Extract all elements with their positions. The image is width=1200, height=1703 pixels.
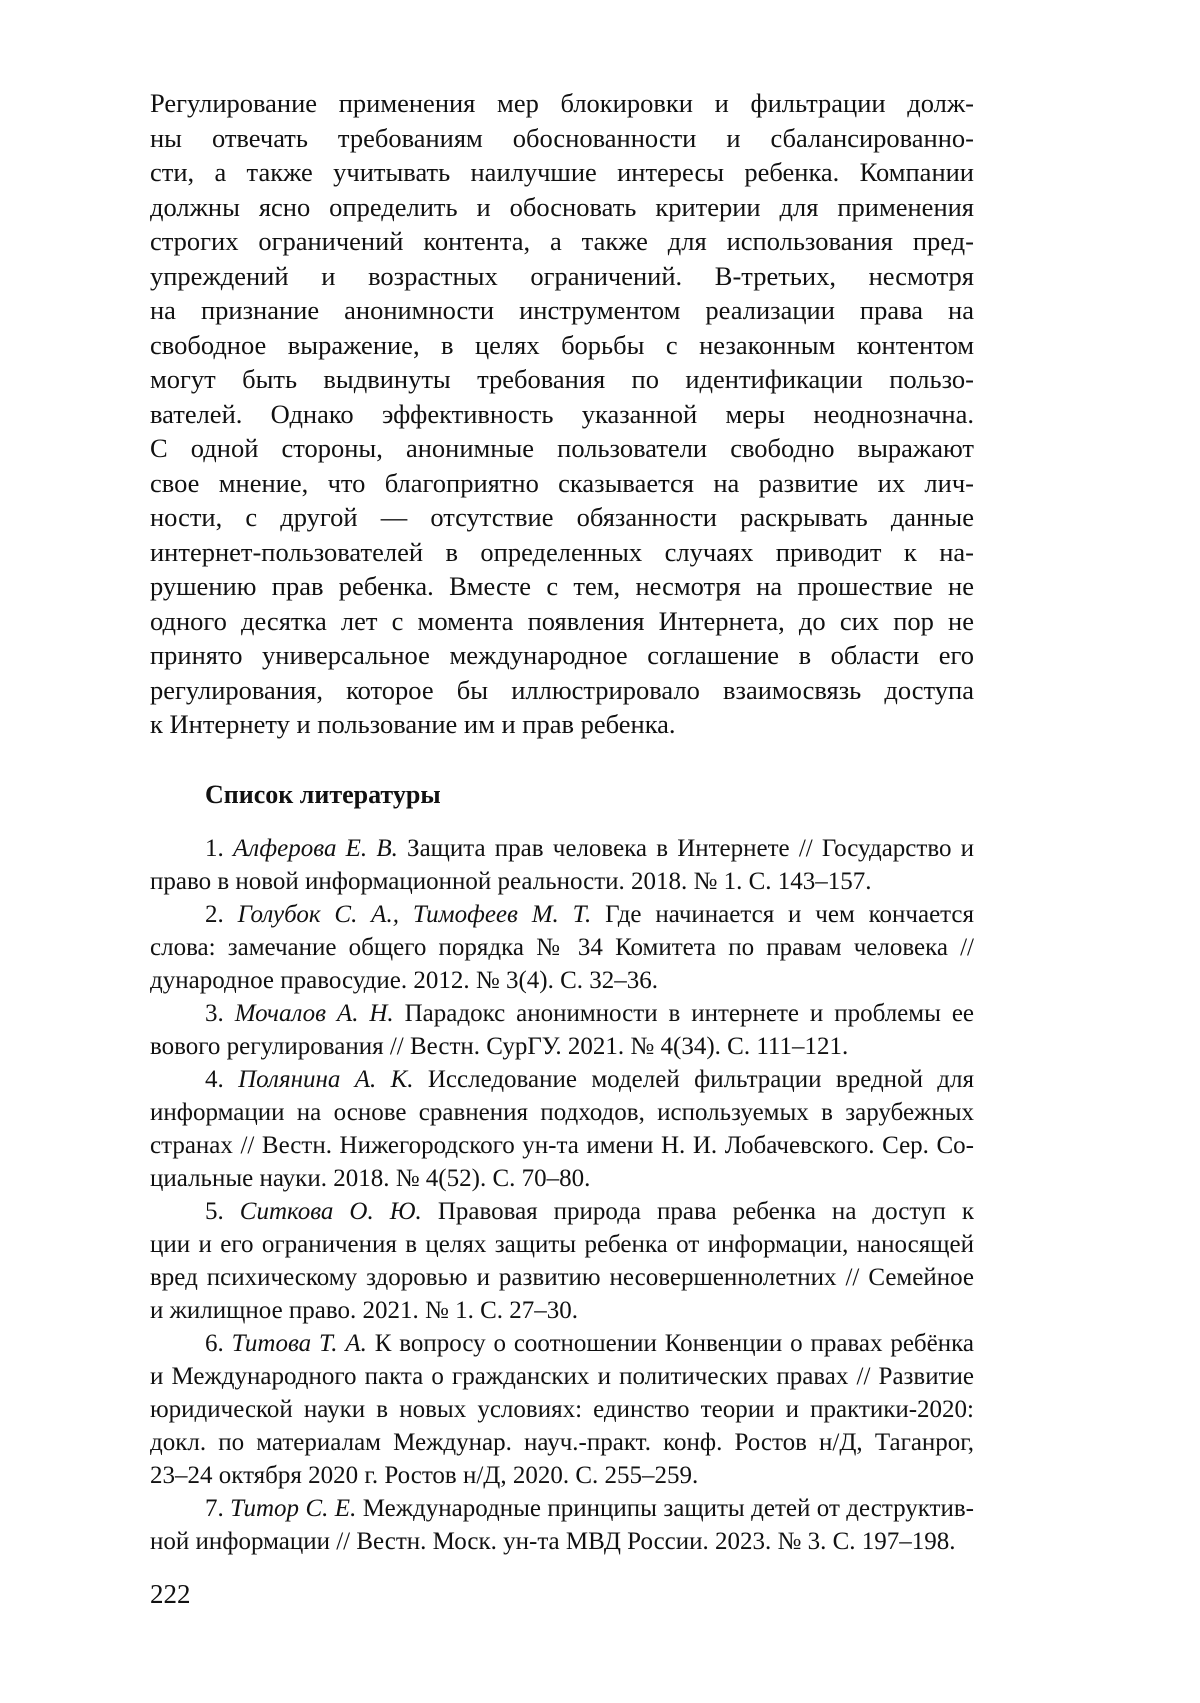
- reference-line: вового регулирования // Вестн. СурГУ. 2021. № 4(34). С. 111–121.: [150, 1032, 849, 1060]
- reference-line: юридической науки в новых условиях: единство теории и практики-2020:: [150, 1395, 974, 1423]
- reference-author: Алферова Е. В.: [232, 834, 408, 862]
- body-line: могут быть выдвинуты требования по идентификации пользо-: [150, 364, 974, 394]
- reference-first-line: [150, 1195, 974, 1228]
- reference-first-line: [150, 1492, 974, 1525]
- page-number: 222: [150, 1579, 191, 1609]
- reference-title-start: Международные принципы защиты детей от деструктив-: [362, 1494, 974, 1522]
- body-line: строгих ограничений контента, а также для использования пред-: [150, 226, 974, 256]
- body-line: интернет-пользователей в определенных случаях приводит к на-: [150, 536, 974, 567]
- reference-author: Ситкова О. Ю.: [239, 1197, 438, 1225]
- body-line: регулирования, которое бы иллюстрировало взаимосвязь доступа: [150, 674, 974, 705]
- body-line: на признание анонимности инструментом реализации права на: [150, 295, 974, 325]
- reference-title-start: Защита прав человека в Интернете // Государство и: [407, 834, 974, 862]
- body-line: должны ясно определить и обосновать критерии для применения: [150, 191, 974, 222]
- reference-author: Полянина А. К.: [238, 1065, 428, 1093]
- reference-number: 7.: [205, 1494, 231, 1522]
- reference-item: [150, 1195, 974, 1327]
- reference-title-start: Правовая природа права ребенка на доступ к: [437, 1197, 974, 1225]
- reference-number: 2.: [205, 900, 238, 928]
- reference-item: [150, 832, 974, 898]
- reference-item: [150, 898, 974, 997]
- body-line: Регулирование применения мер блокировки и фильтрации долж-: [150, 88, 974, 118]
- body-line: ны отвечать требованиям обоснованности и сбалансированно-: [150, 122, 974, 153]
- reference-author: Голубок С. А., Тимофеев М. Т.: [237, 900, 606, 928]
- reference-number: 4.: [205, 1065, 239, 1093]
- body-line: одного десятка лет с момента появления Интернета, до сих пор не: [150, 605, 974, 636]
- reference-line: странах // Вестн. Нижегородского ун-та имени Н. И. Лобачевского. Сер. Со-: [150, 1131, 974, 1159]
- body-line: ности, с другой — отсутствие обязанности раскрывать данные: [150, 502, 974, 532]
- body-line: вателей. Однако эффективность указанной меры неоднозначна.: [150, 398, 974, 429]
- reference-title-start: Исследование моделей фильтрации вредной для: [427, 1065, 974, 1093]
- body-line: свое мнение, что благоприятно сказывается на развитие их лич-: [150, 467, 974, 498]
- reference-line: вред психическому здоровью и развитию несовершеннолетних // Семейное: [150, 1263, 974, 1291]
- reference-line: право в новой информационной реальности. 2018. № 1. С. 143–157.: [150, 867, 872, 895]
- reference-line: ной информации // Вестн. Моск. ун-та МВД России. 2023. № 3. С. 197–198.: [150, 1527, 956, 1555]
- body-line: к Интернету и пользование им и прав ребенка.: [150, 709, 676, 739]
- reference-line: и жилищное право. 2021. № 1. С. 27–30.: [150, 1296, 579, 1324]
- reference-line: дународное правосудие. 2012. № 3(4). С. 32–36.: [150, 966, 659, 994]
- reference-author: Титор С. Е.: [230, 1494, 363, 1522]
- body-line: С одной стороны, анонимные пользователи свободно выражают: [150, 433, 974, 463]
- reference-author: Мочалов А. Н.: [234, 999, 405, 1027]
- reference-number: 3.: [205, 999, 235, 1027]
- reference-item: [150, 1492, 974, 1558]
- reference-first-line: [150, 1327, 974, 1360]
- reference-author: Титова Т. А.: [231, 1329, 375, 1357]
- reference-title-start: Где начинается и чем кончается: [605, 900, 974, 928]
- body-line: упреждений и возрастных ограничений. В-третьих, несмотря: [150, 260, 974, 291]
- reference-line: ции и его ограничения в целях защиты ребенка от информации, наносящей: [150, 1230, 974, 1258]
- reference-line: информации на основе сравнения подходов, используемых в зарубежных: [150, 1098, 974, 1126]
- body-line: принято универсальное международное соглашение в области его: [150, 640, 974, 670]
- reference-title-start: Парадокс анонимности в интернете и проблемы ее: [404, 999, 974, 1027]
- reference-number: 6.: [205, 1329, 232, 1357]
- reference-line: слова: замечание общего порядка № 34 Комитета по правам человека //: [150, 933, 974, 961]
- reference-first-line: [150, 832, 974, 865]
- body-line: сти, а также учитывать наилучшие интересы ребенка. Компании: [150, 157, 974, 187]
- page-content: [150, 86, 974, 1558]
- references-list: [150, 832, 974, 1558]
- reference-first-line: [150, 997, 974, 1030]
- reference-first-line: [150, 1063, 974, 1096]
- reference-item: [150, 1327, 974, 1492]
- body-line: свободное выражение, в целях борьбы с незаконным контентом: [150, 329, 974, 360]
- reference-title-start: К вопросу о соотношении Конвенции о правах ребёнка: [374, 1329, 974, 1357]
- body-line: рушению прав ребенка. Вместе с тем, несмотря на прошествие не: [150, 571, 974, 601]
- reference-line: докл. по материалам Междунар. науч.-практ. конф. Ростов н/Д, Таганрог,: [150, 1428, 974, 1456]
- reference-first-line: [150, 898, 974, 931]
- reference-line: и Международного пакта о гражданских и политических правах // Развитие: [150, 1362, 974, 1390]
- references-heading: Список литературы: [205, 779, 441, 809]
- reference-number: 1.: [205, 834, 233, 862]
- reference-item: [150, 1063, 974, 1195]
- body-paragraph: [150, 86, 974, 742]
- reference-line: циальные науки. 2018. № 4(52). С. 70–80.: [150, 1164, 591, 1192]
- reference-item: [150, 997, 974, 1063]
- reference-number: 5.: [205, 1197, 240, 1225]
- reference-line: 23–24 октября 2020 г. Ростов н/Д, 2020. С. 255–259.: [150, 1461, 699, 1489]
